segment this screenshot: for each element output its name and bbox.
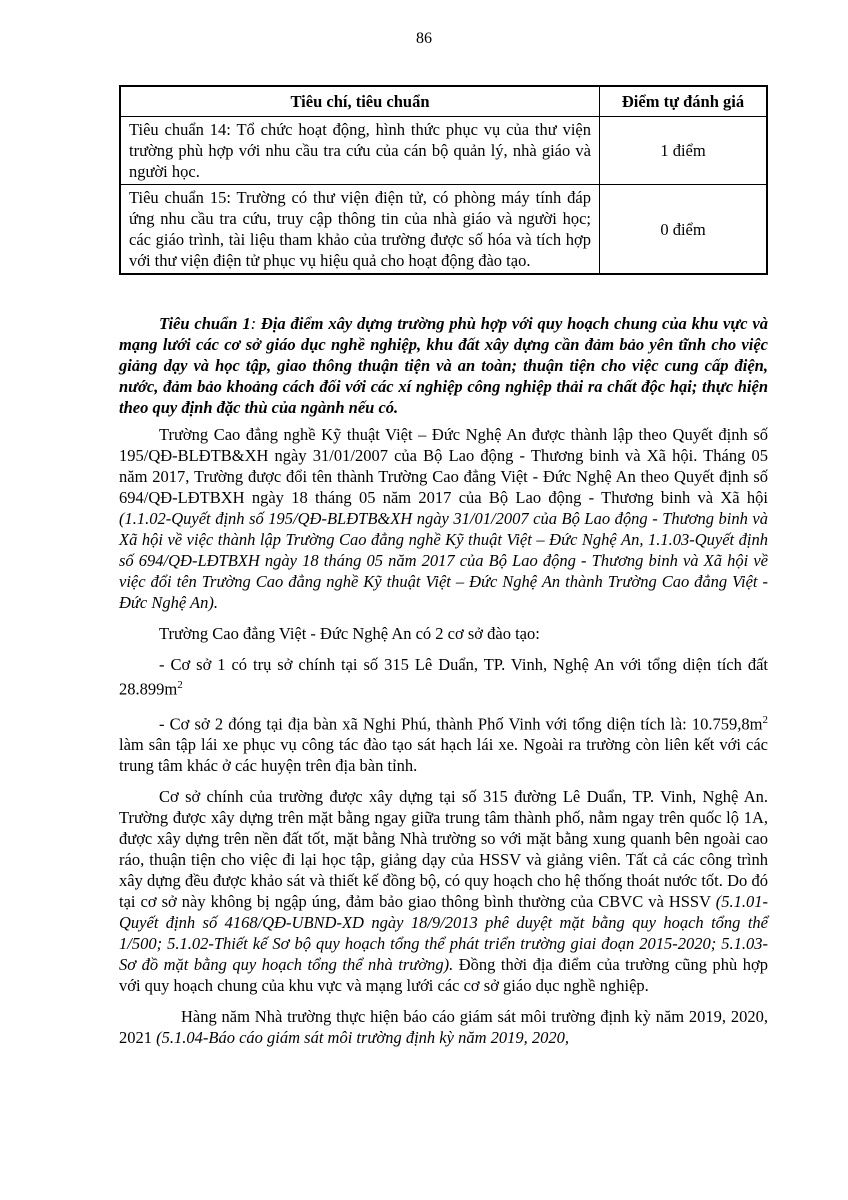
table-header-row <box>120 86 767 117</box>
evidence-citation: (1.1.02-Quyết định số 195/QĐ-BLĐTB&XH ngày 31/01/2007 của Bộ Lao động - Thương binh và Xã hội về việc thành lập Trường Cao đẳng nghề Kỹ thuật Việt – Đức Nghệ An, 1.1.03-Quyết định số 694/QĐ-LĐTBXH ngày 18 tháng 05 năm 2017 của Bộ Lao động - Thương binh và Xã hội về việc đổi tên Trường Cao đẳng nghề Kỹ thuật Việt – Đức Nghệ An thành Trường Cao đẳng Việt - Đức Nghệ An). <box>119 509 768 612</box>
criteria-cell: Tiêu chuẩn 14: Tổ chức hoạt động, hình thức phục vụ của thư viện trường phù hợp với nhu cầu tra cứu của cán bộ quản lý, nhà giáo và người học. <box>120 117 600 185</box>
standard-label: Tiêu chuẩn 1 <box>159 314 251 333</box>
evidence-citation: (5.1.04-Báo cáo giám sát môi trường định kỳ năm 2019, 2020, <box>156 1028 569 1047</box>
score-column-header: Điểm tự đánh giá <box>600 86 768 117</box>
standard-heading <box>119 313 768 418</box>
superscript: 2 <box>762 713 768 726</box>
score-cell: 0 điểm <box>600 185 768 275</box>
superscript: 2 <box>177 679 183 691</box>
criteria-column-header: Tiêu chí, tiêu chuẩn <box>120 86 600 117</box>
paragraph-text: - Cơ sở 1 có trụ sở chính tại số 315 Lê Duẩn, TP. Vinh, Nghệ An với tổng diện tích đất 28.899m <box>119 655 768 699</box>
paragraph-text: Cơ sở chính của trường được xây dựng tại số 315 đường Lê Duẩn, TP. Vinh, Nghệ An. Trường được xây dựng trên mặt bằng ngay giữa trung tâm thành phố, nằm ngay trên quốc lộ 1A, được xây dựng trên nền đất tốt, mặt bằng Nhà trường so với mặt bằng xung quanh bên ngoài cao ráo, thuận tiện cho việc đi lại học tập, giảng dạy của HSSV và giảng viên. Tất cả các công trình xây dựng đều được khảo sát và thiết kế đồng bộ, có quy hoạch cho hệ thống thoát nước tốt. Do đó tại cơ sở này không bị ngập úng, đảm bảo giao thông bình thường của CBVC và HSSV <box>119 787 768 911</box>
paragraph-text: Trường Cao đẳng nghề Kỹ thuật Việt – Đức Nghệ An được thành lập theo Quyết định số 195/QĐ-BLĐTB&XH ngày 31/01/2007 của Bộ Lao động - Thương binh và Xã hội. Tháng 05 năm 2017, Trường được đổi tên thành Trường Cao đẳng Việt - Đức Nghệ An theo Quyết định số 694/QĐ-LĐTBXH ngày 18 tháng 05 năm 2017 của Bộ Lao động - Thương binh và Xã hội <box>119 425 768 507</box>
evidence-citation: (5.1.01-Quyết định số 4168/QĐ-UBND-XD ngày 18/9/2013 phê duyệt mặt bằng quy hoạch tổng thể 1/500; 5.1.02-Thiết kế Sơ bộ quy hoạch tổng thể phát triển trường giai đoạn 2015-2020; 5.1.03-Sơ đồ mặt bằng quy hoạch tổng thể nhà trường). <box>119 892 768 974</box>
score-cell: 1 điểm <box>600 117 768 185</box>
paragraph-campuses: Trường Cao đẳng Việt - Đức Nghệ An có 2 cơ sở đào tạo: <box>159 624 540 643</box>
paragraph-campus-2 <box>119 710 768 777</box>
criteria-cell: Tiêu chuẩn 15: Trường có thư viện điện tử, có phòng máy tính đáp ứng nhu cầu tra cứu, truy cập thông tin của nhà giáo và người học; các giáo trình, tài liệu tham khảo của trường được số hóa và tích hợp với thư viện điện tử phục vụ hiệu quả cho hoạt động đào tạo. <box>120 185 600 275</box>
self-assessment-table <box>119 85 768 275</box>
standard-text: Địa điểm xây dựng trường phù hợp với quy hoạch chung của khu vực và mạng lưới các cơ sở giáo dục nghề nghiệp, khu đất xây dựng cần đảm bảo yên tĩnh cho việc giảng dạy và học tập, giao thông thuận tiện và an toàn; thuận tiện cho việc cung cấp điện, nước, đảm bảo khoảng cách đối với các xí nghiệp công nghiệp thải ra chất độc hại; thực hiện theo quy định đặc thù của ngành nếu có. <box>119 314 768 417</box>
paragraph-main-campus <box>119 786 768 996</box>
document-body <box>119 313 768 1048</box>
table-row <box>120 185 767 275</box>
table-row <box>120 117 767 185</box>
paragraph-text: - Cơ sở 2 đóng tại địa bàn xã Nghi Phú, thành Phố Vinh với tổng diện tích là: 10.759,8m <box>159 714 763 733</box>
paragraph-text: làm sân tập lái xe phục vụ công tác đào tạo sát hạch lái xe. Ngoài ra trường còn liên kết với các trung tâm khác ở các huyện trên địa bàn tỉnh. <box>119 735 768 775</box>
standard-separator: : <box>250 314 261 333</box>
paragraph-establishment <box>119 424 768 613</box>
paragraph-text: Hàng năm Nhà trường thực hiện báo cáo giám sát môi trường định kỳ năm 2019, 2020, 2021 <box>119 1007 768 1047</box>
page-number: 86 <box>416 30 432 47</box>
paragraph-monitoring <box>119 1006 768 1048</box>
paragraph-campus-1 <box>119 654 768 700</box>
paragraph-text: Đồng thời địa điểm của trường cũng phù hợp với quy hoạch chung của khu vực và mạng lưới các cơ sở giáo dục nghề nghiệp. <box>119 955 768 995</box>
